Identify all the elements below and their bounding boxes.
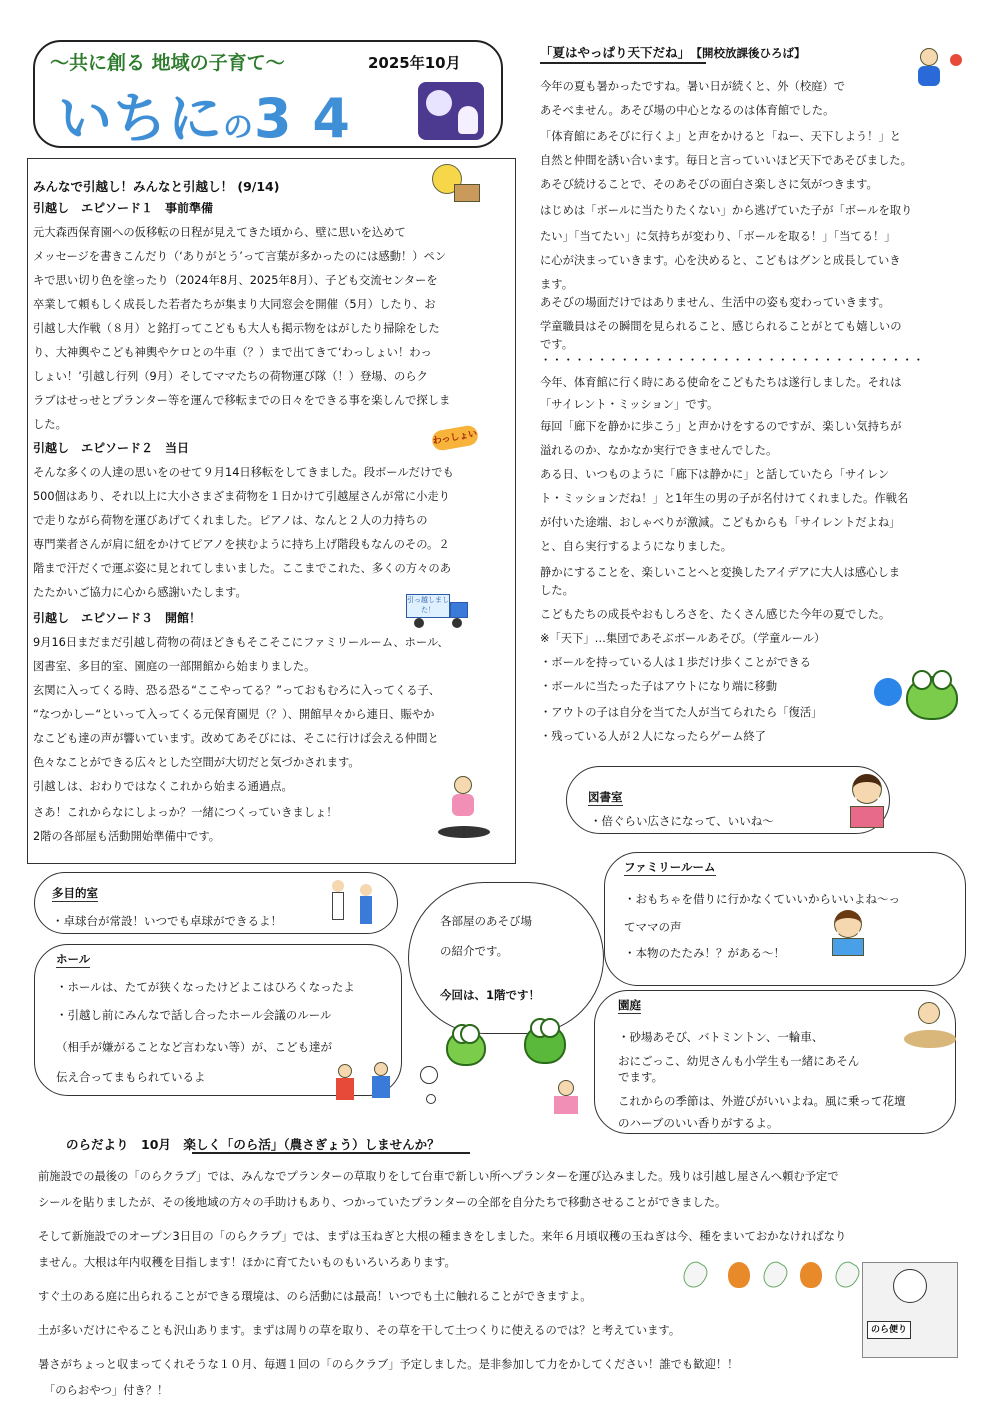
truck-label: 引っ越しました！: [406, 594, 450, 618]
summer-line: です。: [540, 338, 573, 351]
summer-line: 「体育館にあそびに行くよ」と声をかけると「ねー、天下しよう！」と: [540, 130, 902, 143]
moving-heading: みんなで引越し！みんなと引越し！ (9/14): [33, 180, 280, 193]
family-room-line: ・おもちゃを借りに行かなくていいからいいよね～っ: [624, 892, 900, 906]
summer-line: はじめは「ボールに当たりたくない」から逃げていた子が「ボールを取り: [540, 204, 913, 217]
dotted-separator: ・・・・・・・・・・・・・・・・・・・・・・・・・・・・・・・・・・: [540, 354, 925, 367]
tenka-rule: ・残っている人が２人になったらゲーム終了: [540, 730, 766, 743]
summer-line: 学童職員はその瞬間を見られること、感じられることがとても嬉しいの: [540, 320, 902, 333]
episode1-line: キで思い切り色を塗ったり（2024年8月、2025年8月）、子ども交流センターを: [33, 274, 438, 287]
nora-line: 暑さがちょっと収まってくれそうな１０月、毎週１回の「のらクラブ」予定しました。是非参加して力をかしてください！誰でも歓迎！！: [38, 1358, 739, 1371]
garden-line: のハーブのいい香りがするよ。: [618, 1116, 779, 1130]
episode2-line: 階まで汗だくで運ぶ姿に見とれてしまいました。ここまでこれた、多くの方々のあ: [33, 562, 451, 575]
hall-line: （相手が嫌がることなど言わない等）が、こども達が: [56, 1040, 332, 1054]
issue-date: 2025年10月: [368, 54, 461, 72]
summer-line: 今年、体育館に行く時にある使命をこどもたちは遂行しました。それは: [540, 376, 902, 389]
nora-heading-title: 楽しく「のら活」（農さぎょう）しませんか？: [183, 1138, 440, 1151]
garden-line: おにごっこ、幼児さんも小学生も一緒にあそん: [618, 1054, 860, 1068]
nora-line: ません。大根は年内収穫を目指します！ほかに育てたいものもいろいろあります。: [38, 1256, 456, 1269]
moon-icon: [426, 90, 452, 116]
episode2-title: 引越し エピソード２ 当日: [33, 442, 190, 455]
hall-line: ・ホールは、たてが狭くなったけどよこはひろくなったよ: [56, 980, 355, 994]
garden-line: ・砂場あそび、バトミントン、一輪車、: [618, 1030, 824, 1044]
episode3-line: 2階の各部屋も活動開始準備中です。: [33, 830, 221, 843]
summer-subtitle: 【開校放課後ひろば】: [696, 46, 806, 60]
episode2-line: 専門業者さんが肩に紐をかけてピアノを挟むように持ち上げ階段もなんのその。２: [33, 538, 450, 551]
nora-line: 「のらおやつ」付き？！: [44, 1384, 169, 1397]
episode1-line: 引越し大作戦（８月）と銘打ってこどもも大人も掲示物をはがしたり掃除をした: [33, 322, 440, 335]
episode3-title: 引越し エピソード３ 開館！: [33, 612, 202, 625]
multipurpose-title: 多目的室: [52, 886, 98, 900]
episode2-line: そんな多くの人達の思いをのせて９月14日移転をしてきました。段ボールだけでも: [33, 466, 454, 479]
onion-icon: [728, 1262, 750, 1288]
title-particle: の: [223, 110, 254, 145]
intro-line: 各部屋のあそび場: [440, 914, 532, 928]
nora-line: 土が多いだけにやることも沢山あります。まずは周りの草を取り、その草を干して土つくりに使えるのでは？と考えています。: [38, 1324, 681, 1337]
episode3-line: 図書室、多目的室、園庭の一部開館から始まりました。: [33, 660, 316, 673]
summer-line: 静かにすることを、楽しいことへと変換したアイデアに大人は感心しま: [540, 566, 901, 579]
summer-title: 「夏はやっぱり天下だね」: [540, 46, 684, 60]
summer-line: あそびの場面だけではありません、生活中の姿も変わっていきます。: [540, 296, 890, 309]
intro-line: の紹介です。: [440, 944, 509, 958]
summer-line: 溢れるのか、なかなか実行できませんでした。: [540, 444, 778, 457]
episode1-line: り、大神輿やこども神輿やケロとの牛車（？）まで出てきて‘わっしょい！わっ: [33, 346, 432, 359]
tenka-rules-title: ※「天下」…集団であそぶボールあそび。（学童ルール）: [540, 632, 826, 645]
frog-mascot-left-icon: [446, 1030, 486, 1066]
episode1-line: しょい！’引越し行列（9月）そしてママたちの荷物運び隊（！）登場、のらク: [33, 370, 428, 383]
library-title: 図書室: [588, 790, 623, 804]
episode1-line: した。: [33, 418, 67, 431]
frog-mascot-right-icon: [524, 1024, 566, 1064]
library-text: ・倍ぐらい広さになって、いいね～: [590, 814, 774, 828]
multipurpose-text: ・卓球台が常設！いつでも卓球ができるよ！: [52, 914, 282, 928]
nora-character-illustration: [862, 1262, 958, 1358]
moon-rabbit-illustration: [418, 82, 484, 140]
summer-line: した。: [540, 584, 574, 597]
tenka-rule: ・ボールを持っている人は１歩だけ歩くことができる: [540, 656, 811, 669]
summer-line: が付いた途端、おしゃべりが激減。こどもからも「サイレントだよね」: [540, 516, 901, 529]
summer-line: あそび続けることで、そのあそびの面白さ楽しさに気がつきます。: [540, 178, 878, 191]
nora-line: シールを貼りましたが、その後地域の方々の手助けもあり、つかっていたプランターの全部を自分たちで移動させることができました。: [38, 1196, 727, 1209]
episode1-line: ラブはせっせとプランター等を運んで移転までの日々をできる事を楽しんで探しま: [33, 394, 451, 407]
summer-line: 毎回「廊下を静かに歩こう」と声かけをするのですが、楽しい気持ちが: [540, 420, 902, 433]
summer-line: たい」「当てたい」に気持ちが変わり、「ボールを取る！」「当てる！」: [540, 230, 896, 243]
family-room-line: ・本物のたたみ！？がある～！: [624, 946, 785, 960]
summer-line: 「サイレント・ミッション」です。: [540, 398, 719, 411]
episode3-line: 玄関に入ってくる時、恐る恐る“ここやってる？”っておもむろに入ってくる子、: [33, 684, 441, 697]
cloud-tail-large: [420, 1066, 438, 1084]
nora-line: そして新施設でのオープン3日目の「のらクラブ」では、まずは玉ねぎと大根の種まきをしました。来年６月頃収穫の玉ねぎは今、種をまいておかなければなり: [38, 1230, 847, 1243]
summer-line: 今年の夏も暑かったですね。暑い日が続くと、外（校庭）で: [540, 80, 846, 93]
trampoline-girl-illustration: [436, 774, 492, 850]
cloud-tail-small: [426, 1094, 436, 1104]
nora-heading-label: のらだより 10月: [66, 1138, 171, 1151]
family-room-title: ファミリールーム: [624, 860, 716, 874]
summer-line: ト・ミッションだね！」と1年生の男の子が名付けてくれました。作戦名: [540, 492, 909, 505]
episode2-line: で走りながら荷物を運びあげてくれました。ピアノは、なんと２人の力持ちの: [33, 514, 428, 527]
episode1-title: 引越し エピソード１ 事前準備: [33, 202, 214, 215]
title-number: 3 4: [254, 87, 351, 150]
onion-icon: [800, 1262, 822, 1288]
table-tennis-illustration: [330, 880, 378, 930]
tenka-rule: ・アウトの子は自分を当てた人が当てられたら「復活」: [540, 706, 823, 719]
hall-title: ホール: [56, 952, 91, 966]
episode1-line: メッセージを書きこんだり（‘ありがとう’って言葉が多かったのには感動！）ペン: [33, 250, 447, 263]
episode3-line: 色々なことができる広々とした空間が大切だと気づかされます。: [33, 756, 360, 769]
episode3-line: さあ！これからなにしよっか？一緒につくっていきましょ！: [33, 806, 338, 819]
toy-child-illustration: [826, 908, 874, 960]
episode3-line: なこども達の声が響いています。改めてあそびには、そこに行けば会える仲間と: [33, 732, 439, 745]
nora-heading-underline: [192, 1152, 470, 1154]
episode3-line: 引越しは、おわりではなくこれから始まる通過点。: [33, 780, 293, 793]
rabbit-icon: [458, 106, 478, 134]
nora-line: 前施設での最後の「のらクラブ」では、みんなでプランターの草取りをして台車で新しい所へプランターを運び込みました。残りは引越し屋さんへ頼む予定で: [38, 1170, 839, 1183]
reading-child-illustration: [842, 772, 892, 832]
episode3-line: 9月16日まだまだ引越し荷物の荷ほどきもそこそこにファミリールーム、ホール、: [33, 636, 449, 649]
crouching-child-illustration: [548, 1080, 584, 1118]
family-room-line: てママの声: [624, 920, 682, 934]
summer-line: ある日、いつものように「廊下は静かに」と話していたら「サイレン: [540, 468, 890, 481]
garden-line: でます。: [618, 1070, 664, 1084]
summer-line: ます。: [540, 278, 573, 291]
wasshoi-badge: わっしょい: [431, 424, 480, 452]
episode3-line: “なつかしー“といって入ってくる元保育園児（？）、開館早々から連日、賑やか: [33, 708, 435, 721]
hall-line: 伝え合ってまもられているよ: [56, 1070, 206, 1084]
summer-line: こどもたちの成長やおもしろさを、たくさん感じた今年の夏でした。: [540, 608, 891, 621]
boy-with-ball-illustration: [912, 48, 962, 108]
frog-mascot-illustration: [906, 676, 958, 720]
summer-heading-underline: [540, 62, 706, 64]
episode2-line: たたかいご協力に心から感謝いたします。: [33, 586, 247, 599]
summer-line: あそべません。あそび場の中心となるのは体育館でした。: [540, 104, 835, 117]
garden-title: 園庭: [618, 998, 641, 1012]
newsletter-subtitle: ～共に創る 地域の子育て～: [50, 52, 285, 74]
episode1-line: 卒業して頼もしく成長した若者たちが集まり大同窓会を開催（5月）したり、お: [33, 298, 436, 311]
running-kids-illustration: [334, 1062, 404, 1116]
summer-line: 自然と仲間を誘い合います。毎日と言っていいほど天下であそびました。: [540, 154, 912, 167]
nora-sign-label: のら便り: [867, 1321, 911, 1339]
episode2-line: 500個はあり、それ以上に大小さまざま荷物を１日かけて引越屋さんが常に小走り: [33, 490, 450, 503]
garden-line: これからの季節は、外遊びがいいよね。風に乗って花壇: [618, 1094, 906, 1108]
summer-line: と、自ら実行するようになりました。: [540, 540, 733, 553]
tenka-rule: ・ボールに当たった子はアウトになり端に移動: [540, 680, 778, 693]
nora-heading: [66, 1138, 1000, 1151]
title-main-text: いちに: [58, 87, 223, 150]
intro-cloud-bubble: [408, 882, 604, 1034]
sandbox-child-illustration: [900, 1000, 960, 1052]
episode1-line: 元大森西保育園への仮移転の日程が見えてきた頃から、壁に思いを込めて: [33, 226, 406, 239]
blue-ball-icon: [874, 678, 902, 706]
newsletter-title: [58, 76, 351, 153]
hall-line: ・引越し前にみんなで話し合ったホール会議のルール: [56, 1008, 332, 1022]
intro-line: 今回は、1階です！: [440, 988, 541, 1002]
nora-line: すぐ土のある庭に出られることができる環境は、のら活動には最高！いつでも土に触れることができますよ。: [38, 1290, 592, 1303]
summer-line: に心が決まっていきます。心を決めると、こどもはグンと成長していき: [540, 254, 901, 267]
